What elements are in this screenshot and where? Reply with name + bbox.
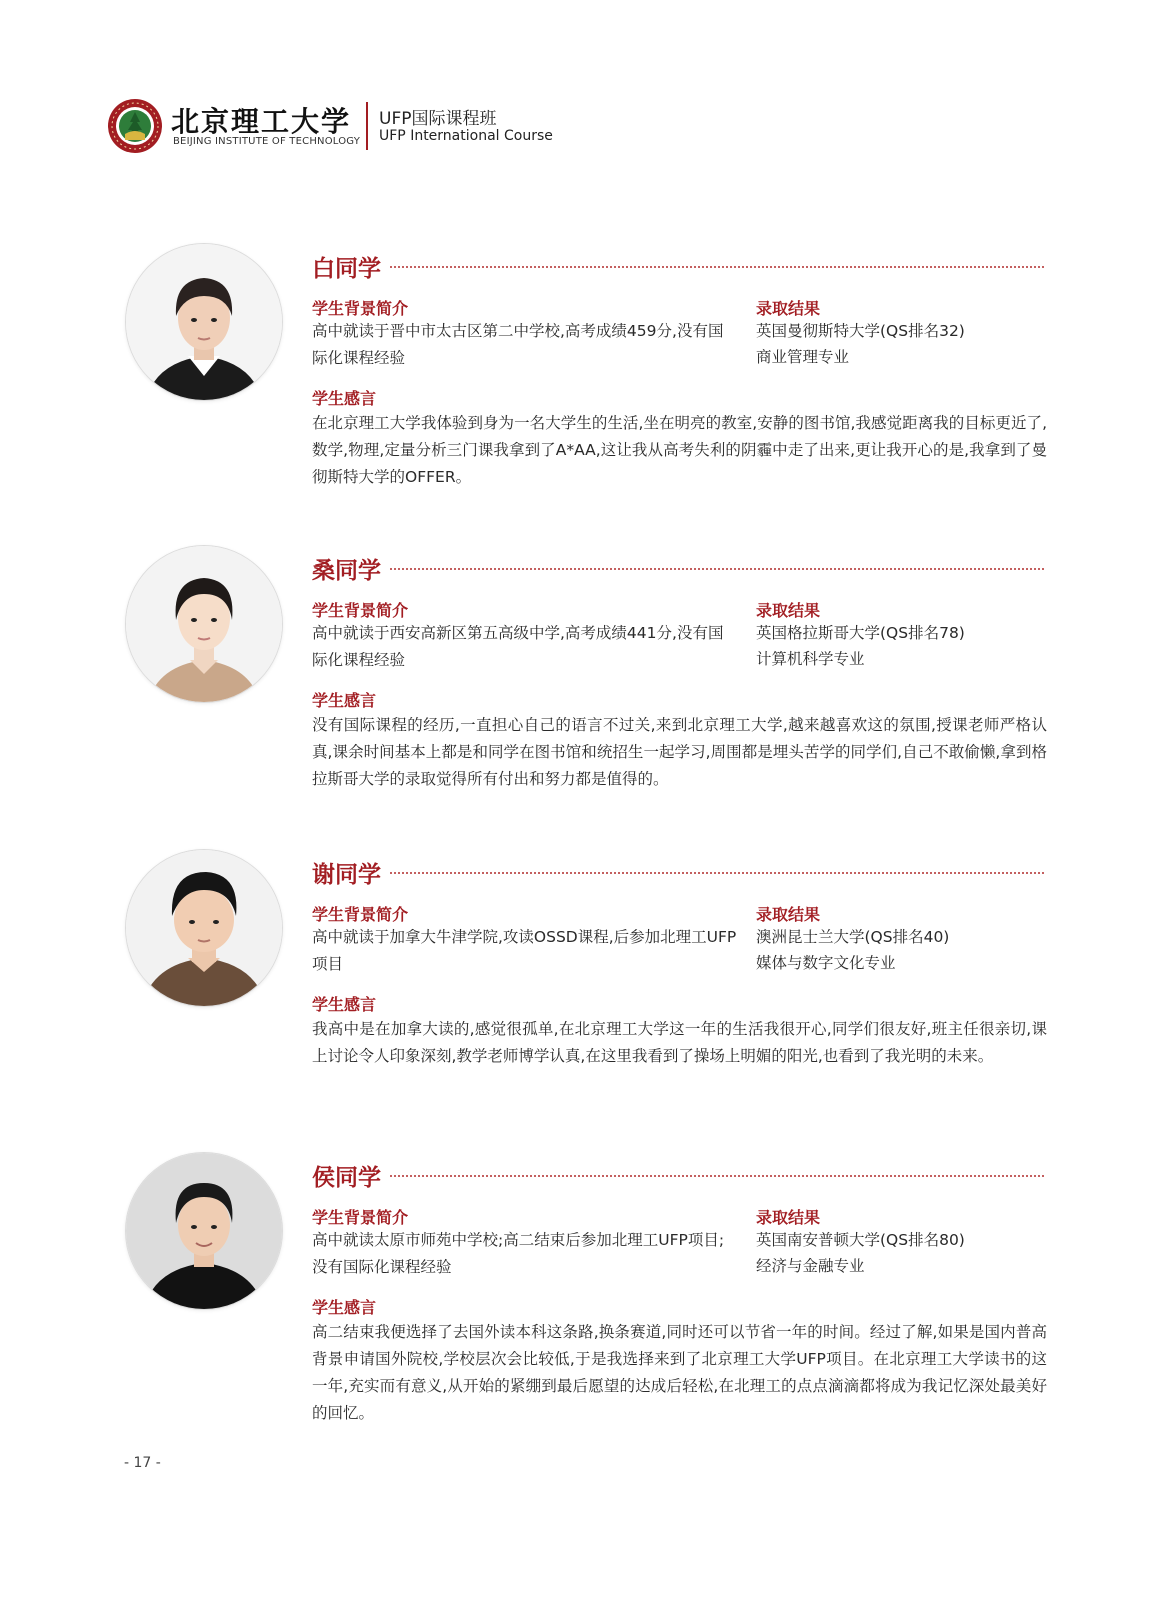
- student-card: [0, 850, 1171, 1130]
- result-label: 录取结果: [756, 1208, 821, 1227]
- feedback-text: 我高中是在加拿大读的,感觉很孤单,在北京理工大学这一年的生活我很开心,同学们很友好,班主任很亲切,课上讨论令人印象深刻,教学老师博学认真,在这里我看到了操场上明媚的阳光,也看到了我光明的未来。: [312, 1020, 1047, 1065]
- result-major: 经济与金融专业: [756, 1257, 865, 1275]
- feedback-label: 学生感言: [312, 995, 377, 1014]
- result-university: 英国曼彻斯特大学(QS排名32): [756, 322, 965, 340]
- student-name: 白同学: [312, 255, 381, 282]
- result-text: [756, 620, 1046, 672]
- background-label: 学生背景简介: [312, 601, 409, 620]
- name-dotted-rule: [390, 266, 1044, 268]
- feedback-text: 高二结束我便选择了去国外读本科这条路,换条赛道,同时还可以节省一年的时间。经过了解,如果是国内普高背景申请国外院校,学校层次会比较低,于是我选择来到了北京理工大学UFP项目。在北京理工大学读书的这一年,充实而有意义,从开始的紧绷到最后愿望的达成后轻松,在北理工的点点滴滴都将成为我记忆深处最美好的回忆。: [312, 1323, 1047, 1422]
- student-photo: [126, 546, 282, 702]
- result-university: 英国格拉斯哥大学(QS排名78): [756, 624, 965, 642]
- feedback-text: 没有国际课程的经历,一直担心自己的语言不过关,来到北京理工大学,越来越喜欢这的氛围,授课老师严格认真,课余时间基本上都是和同学在图书馆和统招生一起学习,周围都是埋头苦学的同学们,自己不敢偷懒,拿到格拉斯哥大学的录取觉得所有付出和努力都是值得的。: [312, 716, 1047, 788]
- course-title-en: UFP International Course: [379, 128, 553, 144]
- result-text: [756, 924, 1046, 976]
- student-card: [0, 546, 1171, 826]
- result-text: [756, 318, 1046, 370]
- background-text: 高中就读于晋中市太古区第二中学校,高考成绩459分,没有国际化课程经验: [312, 322, 724, 367]
- student-photo: [126, 1153, 282, 1309]
- page-number: - 17 -: [124, 1455, 161, 1471]
- result-label: 录取结果: [756, 601, 821, 620]
- result-label: 录取结果: [756, 905, 821, 924]
- background-label: 学生背景简介: [312, 299, 409, 318]
- background-text: 高中就读太原市师苑中学校;高二结束后参加北理工UFP项目;没有国际化课程经验: [312, 1231, 725, 1276]
- student-photo: [126, 850, 282, 1006]
- background-label: 学生背景简介: [312, 1208, 409, 1227]
- course-title-cn: UFP国际课程班: [379, 109, 497, 129]
- student-card: [0, 244, 1171, 524]
- feedback-label: 学生感言: [312, 1298, 377, 1317]
- student-name: 桑同学: [312, 557, 381, 584]
- result-university: 澳洲昆士兰大学(QS排名40): [756, 928, 950, 946]
- header-divider: [366, 102, 368, 150]
- result-major: 商业管理专业: [756, 348, 850, 366]
- result-major: 计算机科学专业: [756, 650, 865, 668]
- feedback-text: 在北京理工大学我体验到身为一名大学生的生活,坐在明亮的教室,安静的图书馆,我感觉距离我的目标更近了,数学,物理,定量分析三门课我拿到了A*AA,这让我从高考失利的阴霾中走了出来,更让我开心的是,我拿到了曼彻斯特大学的OFFER。: [312, 414, 1047, 486]
- background-text: 高中就读于西安高新区第五高级中学,高考成绩441分,没有国际化课程经验: [312, 624, 724, 669]
- student-name: 侯同学: [312, 1164, 381, 1191]
- feedback-label: 学生感言: [312, 389, 377, 408]
- feedback-label: 学生感言: [312, 691, 377, 710]
- background-text: 高中就读于加拿大牛津学院,攻读OSSD课程,后参加北理工UFP项目: [312, 928, 737, 973]
- result-university: 英国南安普顿大学(QS排名80): [756, 1231, 965, 1249]
- student-photo: [126, 244, 282, 400]
- name-dotted-rule: [390, 568, 1044, 570]
- student-card: [0, 1153, 1171, 1433]
- name-dotted-rule: [390, 1175, 1044, 1177]
- university-seal-icon: [107, 98, 163, 154]
- name-dotted-rule: [390, 872, 1044, 874]
- result-text: [756, 1227, 1046, 1279]
- result-label: 录取结果: [756, 299, 821, 318]
- student-name: 谢同学: [312, 861, 381, 888]
- result-major: 媒体与数字文化专业: [756, 954, 896, 972]
- university-name-en: BEIJING INSTITUTE OF TECHNOLOGY: [173, 136, 361, 147]
- background-label: 学生背景简介: [312, 905, 409, 924]
- university-name-cn: 北京理工大学: [171, 105, 352, 138]
